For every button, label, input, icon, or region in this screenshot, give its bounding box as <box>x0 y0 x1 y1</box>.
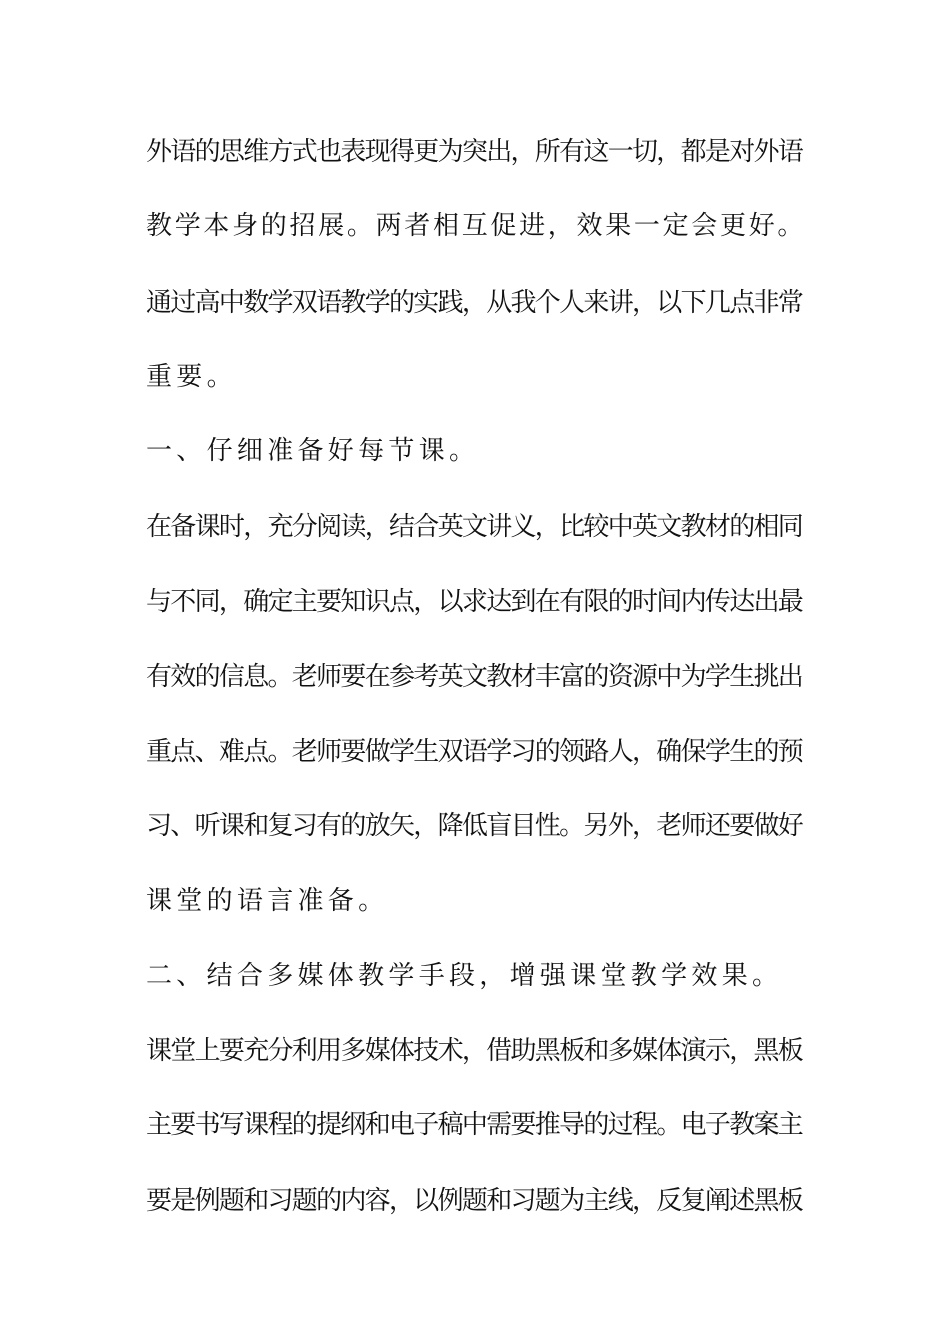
text-line-8: 有效的信息。老师要在参考英文教材丰富的资源中为学生挑出 <box>146 662 803 692</box>
text-line-10: 习、听课和复习有的放矢，降低盲目性。另外，老师还要做好 <box>146 811 803 841</box>
text-line-9: 重点、难点。老师要做学生双语学习的领路人，确保学生的预 <box>146 737 803 767</box>
text-line-14: 主要书写课程的提纲和电子稿中需要推导的过程。电子教案主 <box>146 1110 803 1140</box>
text-line-3: 通过高中数学双语教学的实践，从我个人来讲，以下几点非常 <box>146 288 803 318</box>
section-heading-2: 二、结合多媒体教学手段，增强课堂教学效果。 <box>146 961 783 991</box>
text-line-11: 课堂的语言准备。 <box>146 886 389 916</box>
text-line-1: 外语的思维方式也表现得更为突出，所有这一切，都是对外语 <box>146 137 803 167</box>
text-line-4: 重要。 <box>146 362 237 392</box>
text-line-13: 课堂上要充分利用多媒体技术，借助黑板和多媒体演示，黑板 <box>146 1036 803 1066</box>
text-line-2: 教学本身的招展。两者相互促进，效果一定会更好。 <box>146 211 807 241</box>
text-line-7: 与不同，确定主要知识点，以求达到在有限的时间内传达出最 <box>146 587 803 617</box>
text-line-6: 在备课时，充分阅读，结合英文讲义，比较中英文教材的相同 <box>146 512 803 542</box>
section-heading-1: 一、仔细准备好每节课。 <box>146 436 480 466</box>
text-line-15: 要是例题和习题的内容，以例题和习题为主线，反复阐述黑板 <box>146 1186 803 1216</box>
